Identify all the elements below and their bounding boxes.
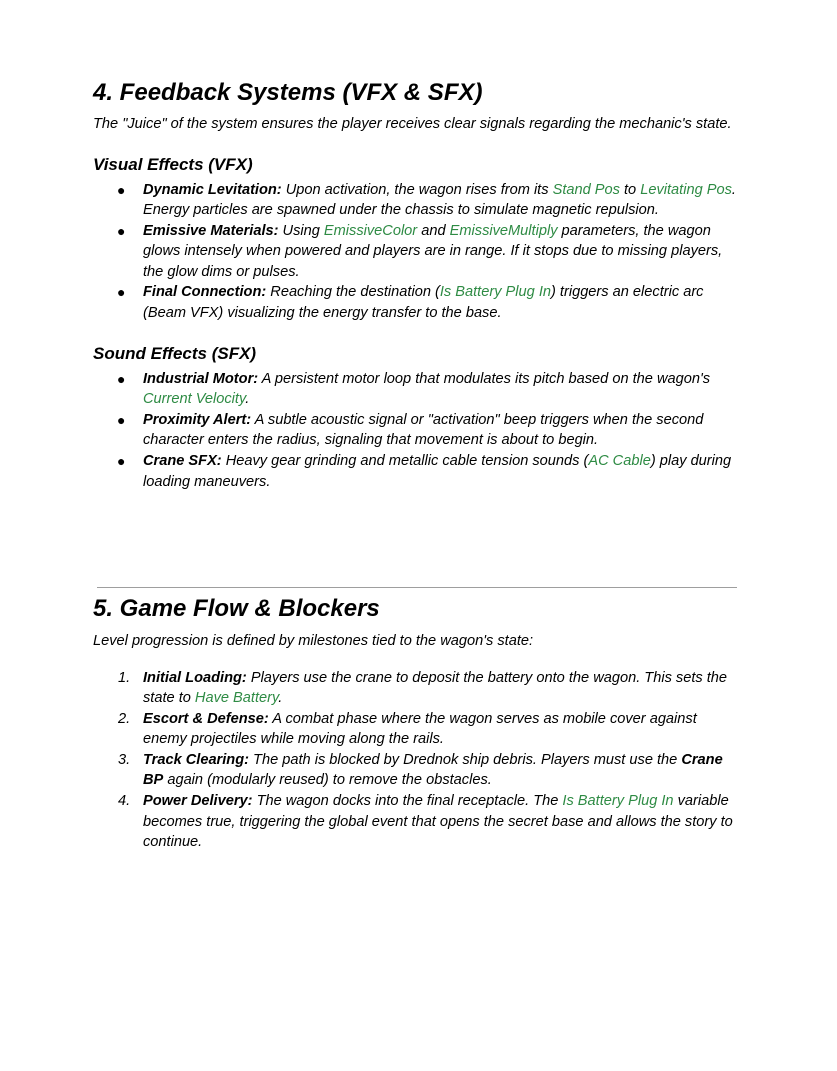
bullet-icon: ● (117, 181, 126, 198)
section-4 (93, 78, 741, 492)
list-item: ● Emissive Materials: Using EmissiveColor and EmissiveMultiply parameters, the wagon glows intensely when powered and players are in range. If it stops due to missing players, the glow dims or pulses. (117, 222, 723, 280)
variable-ref: Have Battery (194, 690, 279, 707)
list-number: 1. (118, 669, 131, 686)
bullet-icon: ● (117, 453, 126, 470)
list-number: 3. (118, 751, 131, 768)
vfx-heading: Visual Effects (VFX) (93, 154, 253, 174)
list-item: ● Final Connection: Reaching the destination (Is Battery Plug In) triggers an electric arc (Beam VFX) visualizing the energy transfer to the base. (117, 284, 704, 322)
list-item: 4. Power Delivery: The wagon docks into the final receptacle. The Is Battery Plug In variable becomes true, triggering the global event that opens the secret base and allows the story to continue. (118, 793, 733, 851)
sfx-list (93, 369, 741, 493)
list-number: 4. (118, 793, 131, 810)
variable-ref: EmissiveColor (323, 222, 418, 239)
game-flow-list (93, 668, 741, 853)
bullet-icon: ● (117, 284, 126, 301)
list-item: ● Proximity Alert: A subtle acoustic signal or "activation" beep triggers when the second character enters the radius, signaling that movement is about to begin. (117, 411, 704, 449)
section-5 (93, 594, 741, 853)
section-4-intro: The "Juice" of the system ensures the player receives clear signals regarding the mechanic's state. (93, 116, 732, 132)
variable-ref: Stand Pos (552, 181, 620, 198)
list-item: ● Crane SFX: Heavy gear grinding and metallic cable tension sounds (AC Cable) play during loading maneuvers. (117, 453, 732, 490)
list-item: 1. Initial Loading: Players use the crane to deposit the battery onto the wagon. This sets the state to Have Battery. (118, 669, 728, 707)
variable-ref: Levitating Pos (640, 181, 732, 198)
variable-ref: Is Battery Plug In (562, 793, 674, 810)
list-item: ● Dynamic Levitation: Upon activation, the wagon rises from its Stand Pos to Levitating Pos. Energy particles are spawned under the chassis to simulate magnetic repulsion. (117, 181, 736, 219)
sfx-heading: Sound Effects (SFX) (93, 343, 257, 363)
variable-ref: EmissiveMultiply (449, 222, 558, 239)
section-divider (97, 587, 737, 588)
section-5-title: 5. Game Flow & Blockers (93, 595, 380, 622)
variable-ref: Current Velocity (143, 391, 246, 408)
section-4-title: 4. Feedback Systems (VFX & SFX) (93, 79, 483, 106)
variable-ref: Is Battery Plug In (439, 284, 551, 301)
vfx-list (93, 180, 741, 324)
list-item: 3. Track Clearing: The path is blocked by Drednok ship debris. Players must use the Crane BP again (modularly reused) to remove the obstacles. (118, 751, 723, 789)
bullet-icon: ● (117, 411, 126, 428)
variable-ref: AC Cable (588, 453, 651, 470)
section-5-intro: Level progression is defined by milestones tied to the wagon's state: (93, 633, 534, 649)
list-number: 2. (118, 710, 131, 727)
list-item: 2. Escort & Defense: A combat phase where the wagon serves as mobile cover against enemy projectiles while moving along the rails. (118, 710, 697, 748)
bullet-icon: ● (117, 222, 126, 239)
list-item: ● Industrial Motor: A persistent motor loop that modulates its pitch based on the wagon's Current Velocity. (117, 370, 711, 408)
bullet-icon: ● (117, 370, 126, 387)
